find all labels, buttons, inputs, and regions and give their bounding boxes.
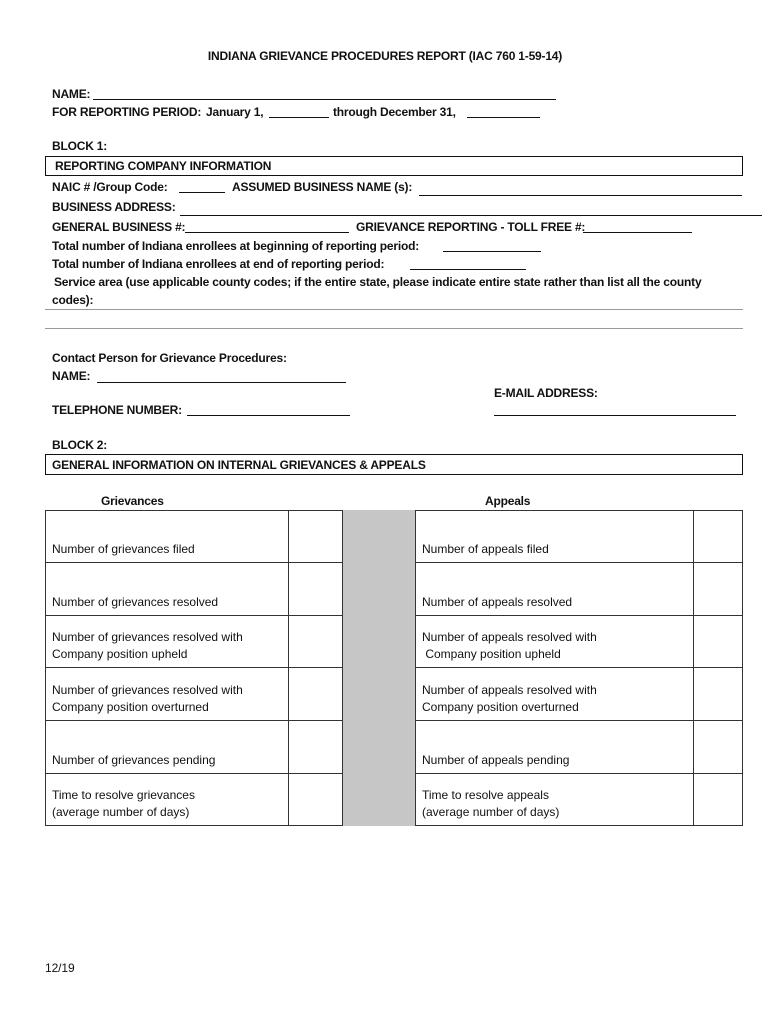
grievance-label-cell (45, 667, 289, 721)
appeal-label-cell (415, 720, 694, 774)
general-business-field[interactable] (185, 232, 349, 233)
appeal-label-line1: Number of appeals filed (422, 542, 549, 556)
contact-heading: Contact Person for Grievance Procedures: (52, 351, 287, 365)
appeal-label (422, 629, 691, 663)
appeal-label (422, 541, 691, 558)
reporting-company-info-title: REPORTING COMPANY INFORMATION (55, 159, 272, 173)
grievance-label-cell (45, 615, 289, 668)
appeal-label (422, 752, 691, 769)
grievance-label (52, 682, 286, 716)
grievance-value-cell[interactable] (288, 562, 343, 616)
revision-date: 12/19 (45, 961, 75, 975)
toll-free-label: GRIEVANCE REPORTING - TOLL FREE #: (356, 220, 586, 234)
grievance-label (52, 541, 286, 558)
grievance-value-cell[interactable] (288, 667, 343, 721)
grievances-column-header: Grievances (101, 494, 164, 508)
enrollees-begin-field[interactable] (443, 251, 541, 252)
name-label: NAME: (52, 87, 91, 101)
appeal-label-line1: Number of appeals resolved with (422, 683, 597, 697)
reporting-company-info-box (45, 156, 743, 176)
appeal-value-cell[interactable] (693, 667, 743, 721)
appeal-label-line2: (average number of days) (422, 805, 560, 819)
assumed-name-label: ASSUMED BUSINESS NAME (s): (232, 180, 413, 194)
grievance-label-line1: Time to resolve grievances (52, 788, 195, 802)
period-start-text: January 1, (206, 105, 264, 119)
reporting-period-label: FOR REPORTING PERIOD: (52, 105, 202, 119)
grievance-label-line1: Number of grievances filed (52, 542, 195, 556)
grievance-label-line1: Number of grievances pending (52, 753, 216, 767)
name-field[interactable] (93, 99, 556, 100)
naic-label: NAIC # /Group Code: (52, 180, 168, 194)
enrollees-end-label: Total number of Indiana enrollees at end of reporting period: (52, 257, 385, 271)
general-info-title: GENERAL INFORMATION ON INTERNAL GRIEVANCES & APPEALS (52, 458, 426, 472)
grievance-label-cell (45, 720, 289, 774)
business-address-label: BUSINESS ADDRESS: (52, 200, 176, 214)
grievance-value-cell[interactable] (288, 615, 343, 668)
appeal-value-cell[interactable] (693, 510, 743, 563)
telephone-label: TELEPHONE NUMBER: (52, 403, 182, 417)
appeal-label-cell (415, 615, 694, 668)
grievance-value-cell[interactable] (288, 720, 343, 774)
service-area-label-cont: codes): (52, 293, 94, 307)
grievance-value-cell[interactable] (288, 510, 343, 563)
grievance-value-cell[interactable] (288, 773, 343, 826)
grievance-label-line2: Company position upheld (52, 647, 188, 661)
appeal-label-cell (415, 562, 694, 616)
grievance-label (52, 752, 286, 769)
toll-free-field[interactable] (583, 232, 692, 233)
email-field[interactable] (494, 415, 736, 416)
grievance-label-cell (45, 510, 289, 563)
form-title: INDIANA GRIEVANCE PROCEDURES REPORT (IAC 760 1-59-14) (207, 49, 563, 63)
block1-heading: BLOCK 1: (52, 139, 108, 153)
telephone-field[interactable] (187, 415, 350, 416)
general-business-label: GENERAL BUSINESS #: (52, 220, 186, 234)
contact-name-field[interactable] (97, 382, 346, 383)
period-start-year-field[interactable] (269, 117, 329, 118)
service-area-line-1[interactable] (45, 309, 743, 310)
appeal-value-cell[interactable] (693, 562, 743, 616)
grievance-label (52, 787, 286, 821)
naic-field[interactable] (179, 192, 225, 193)
service-area-line-2[interactable] (45, 328, 743, 329)
grievance-label (52, 594, 286, 611)
appeal-label (422, 787, 691, 821)
period-end-year-field[interactable] (467, 117, 540, 118)
appeal-label-cell (415, 510, 694, 563)
enrollees-begin-label: Total number of Indiana enrollees at beginning of reporting period: (52, 239, 420, 253)
appeal-label-cell (415, 773, 694, 826)
appeal-value-cell[interactable] (693, 615, 743, 668)
period-through-text: through December 31, (333, 105, 456, 119)
grievance-label-line1: Number of grievances resolved (52, 595, 219, 609)
business-address-field[interactable] (180, 215, 762, 216)
contact-name-label: NAME: (52, 369, 91, 383)
grievance-label-line2: (average number of days) (52, 805, 190, 819)
enrollees-end-field[interactable] (410, 269, 526, 270)
appeal-label-line2: Company position overturned (422, 700, 579, 714)
appeal-label-line2: Company position upheld (422, 647, 561, 661)
grievance-label-cell (45, 773, 289, 826)
appeal-value-cell[interactable] (693, 720, 743, 774)
grievance-label (52, 629, 286, 663)
table-spacer-column (342, 510, 415, 826)
appeal-label-line1: Number of appeals resolved (422, 595, 573, 609)
grievance-label-line2: Company position overturned (52, 700, 209, 714)
appeal-label-cell (415, 667, 694, 721)
general-info-box (45, 454, 743, 475)
appeals-column-header: Appeals (485, 494, 531, 508)
appeal-label-line1: Number of appeals resolved with (422, 630, 597, 644)
block2-heading: BLOCK 2: (52, 438, 108, 452)
appeal-label-line1: Time to resolve appeals (422, 788, 549, 802)
appeal-label (422, 594, 691, 611)
appeal-label (422, 682, 691, 716)
email-label: E-MAIL ADDRESS: (494, 386, 598, 400)
assumed-name-field[interactable] (419, 195, 742, 196)
grievance-label-line1: Number of grievances resolved with (52, 630, 243, 644)
grievance-label-cell (45, 562, 289, 616)
appeal-value-cell[interactable] (693, 773, 743, 826)
appeal-label-line1: Number of appeals pending (422, 753, 570, 767)
grievance-label-line1: Number of grievances resolved with (52, 683, 243, 697)
service-area-label: Service area (use applicable county codes; if the entire state, please indicate entire state rather than list all the county (54, 275, 702, 289)
